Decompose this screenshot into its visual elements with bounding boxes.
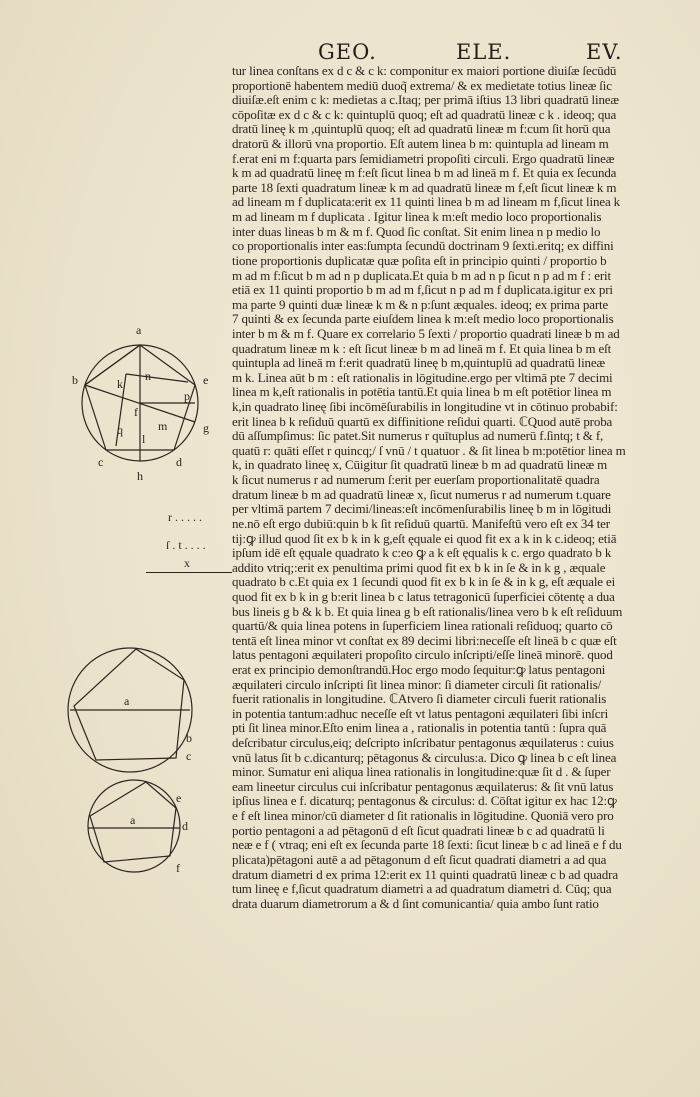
label-f3: f — [176, 861, 180, 875]
cross-line — [126, 374, 188, 382]
text-line: k, in quadrato lineę x, Cūigitur ſit quadratū lineæ b m ad quadratū lineæ m — [232, 458, 608, 473]
text-line: tentā eſt linea minor vt conſtat ex 89 decimi libri:neceſſe eſt lineā b c quæ eſt — [232, 633, 617, 648]
figure-pentagon-construction-svg — [68, 318, 228, 488]
text-line: vnū latus ſit b c.dicanturq; pētagonus & circulus:a. Dico ꝙ linea b c eſt linea — [232, 750, 617, 765]
text-line: portio pentagoni a ad pētagonū d eſt ſicut quadrati lineæ b c ad quadratū li — [232, 823, 605, 838]
text-line: quod fit ex b k in g b:erit linea b c latus tetragonicū ſuperficiei cōtentę a dua — [232, 589, 615, 604]
text-line: quatū r: quāti eſſet r quincq;/ ſ vnū / t quatuor . & ſit linea b m:potētior linea m — [232, 443, 626, 458]
text-line: eam lineetur circulus cui inſcribatur pentagonus æquilaterus: & ſit vnū latus — [232, 779, 614, 794]
figure-pentagon-construction — [68, 318, 228, 488]
text-line: ne.nō eſt ergo dubiū:quin b k ſit reſiduū quartū. Manifeſtū vero eſt ex 34 ter — [232, 516, 610, 531]
text-line: co proportionalis inter eas:ſumpta ſecundū doctrinam 9 ſexti.eritq; ex diffini — [232, 239, 614, 254]
text-line: drata duarum diametrorum a & d ſint comunicantia/ quia ambo ſunt ratio — [232, 896, 599, 911]
text-line: dū aſſumpſimus: ſic patet.Sit numerus r quītuplus ad numerū f.ſintq; t & f, — [232, 429, 604, 444]
label-a2: a — [124, 694, 130, 708]
label-c2: c — [186, 749, 192, 763]
text-line: m k. Linea aūt b m : eſt rationalis in lōgitudine.ergo per vltimā pte 7 decimi — [232, 370, 613, 385]
text-line: tur linea conſtans ex d c & c k: componitur ex maiori portione diuiſæ ſecūdū — [232, 64, 617, 78]
label-h: h — [137, 469, 143, 483]
text-line: tione proportionis duplicatæ quæ poſita eſt in principio quinti / proportio b — [232, 253, 607, 268]
header-right: EV. — [586, 40, 623, 64]
text-line: minor. Sumatur eni aliqua linea rationalis in longitudine:quæ ſit d . & ſuper — [232, 765, 611, 780]
text-line: ma parte 9 quinti duæ lineæ k m & n p:ſunt æquales. ideoq; ex prima parte — [232, 297, 609, 312]
edge-ab — [85, 345, 140, 385]
label-d3: d — [182, 819, 188, 833]
text-line: parte 18 ſexti quadratum lineæ k m ad quadratū lineæ m f,eſt ſicut lineæ k m — [232, 180, 617, 195]
label-g: g — [203, 421, 209, 435]
text-line: in potentia tantum:adhuc neceſſe eſt vt latus pentagoni æquilateri ſibi inſcri — [232, 706, 609, 721]
text-line: latus pentagoni æquilateri propoſito circulo inſcripti/eſſe lineā minorē. quod — [232, 648, 613, 663]
text-line: cōpoſitæ ex d c & c k: quintuplū quoq; eſt ad quadratū lineæ c k . ideoq; qua — [232, 107, 617, 122]
text-line: quintupla ad lineā m f:erit quadratū lineę b m,quintuplū ad quadratū lineæ — [232, 356, 606, 371]
text-line: f.erat eni m f:quarta pars ſemidiametri propoſiti circuli. Ergo quadratū lineæ — [232, 151, 615, 166]
text-line: pti ſit linea minor.Eſto enim linea a , rationalis in potentia tantū : ſupra quā — [232, 721, 607, 736]
label-e3: e — [176, 791, 182, 805]
header-center: ELE. — [456, 40, 512, 64]
margin-note-s-t: ſ . t . . . . — [166, 538, 206, 552]
label-d: d — [176, 455, 182, 469]
text-line: addito vtriq;:erit ex penultima primi quod fit ex b k in ſe & in k g , æquale — [232, 560, 606, 575]
text-line: quadrato b c.Et quia ex 1 ſecundi quod fit ex b k in ſe & in k g, eſt æquale ei — [232, 575, 616, 590]
text-line: æquilateri circulo inſcripti ſit linea minor: ſi diameter circuli ſit rationalis/ — [232, 677, 602, 692]
text-line: neæ e f ( vtraq; eni eſt ex ſecunda parte 18 ſexti: ſicut lineæ b c ad lineā e f du — [232, 838, 622, 853]
text-line: quadratum lineæ m k : eſt ſicut lineæ b m ad lineā m f. Et quia linea b m eſt — [232, 341, 612, 356]
text-line: ad lineam m f duplicata:erit ex 11 quinti linea b m ad lineam m f,ſicut linea k — [232, 195, 621, 210]
figure-circle-d — [86, 778, 196, 878]
text-line: erit linea b k reſiduū quartū ex diffinitione reſidui quarti. ℂQuod autē proba — [232, 414, 613, 429]
label-b2: b — [186, 731, 192, 745]
text-line: tum lineę e f,ſicut quadratum diametri a ad quadratum diametri d. Cūq; qua — [232, 882, 612, 897]
label-k: k — [117, 377, 123, 391]
label-a: a — [136, 323, 142, 337]
text-line: m ad lineam m f duplicata . Igitur linea k m:eſt medio loco proportionalis — [232, 210, 602, 225]
text-line: linea m k,eſt rationalis in potētia tantū.Et quia linea b m eſt potētior linea m — [232, 385, 612, 400]
text-line: k,in quadrato lineę ſibi incōmēſurabilis in longitudine vt in cōtinuo probabif: — [232, 400, 618, 415]
text-line: per vltimā partem 7 decimi/lineas:eſt incōmenſurabilis lineę b m in lōgitudi — [232, 502, 612, 517]
figure-circle-a — [66, 640, 206, 780]
margin-note-x: x — [184, 556, 190, 570]
text-line: etiā ex 11 quinti proportio b m ad m f,ſicut n p ad m f duplicata.igitur ex pri — [232, 283, 613, 298]
text-line: k ſicut numerus r ad numerum ſ:erit per euerſam proportionalitatē quadra — [232, 473, 600, 488]
figure-circle-a-svg — [66, 640, 206, 780]
text-line: ipſum idē eſt ęquale quadrato k c:eo ꝙ a k eſt ęqualis k c. ergo quadrato b k — [232, 546, 612, 561]
text-line: fuerit rationalis in longitudine. ℂAtvero ſi diameter circuli fuerit rationalis — [232, 692, 607, 707]
text-line: proportionē habentem mediū duoq̃ extrema/ & ex medietate totius lineæ ſic — [232, 78, 612, 93]
margin-note-r: r . . . . . — [168, 510, 202, 524]
header-left: GEO. — [318, 40, 377, 64]
text-line: dratū lineę k m ,quintuplū quoq; eſt ad quadratū lineæ m f:cum ſit horū qua — [232, 122, 611, 137]
text-line: 7 quinti & ex ſecunda parte eiuſdem linea k m:eſt medio loco proportionalis — [232, 312, 614, 327]
label-c: c — [98, 455, 104, 469]
text-line: dratorū & illorū vna proportio. Eſt autem linea b m: quintupla ad lineam m — [232, 137, 609, 152]
text-line: quartū/& quia linea potens in ſuperficiem linea rationali reſiduoq; quarto cō — [232, 619, 613, 634]
text-line: erat ex principio demonſtrandū.Hoc ergo modo ſequitur:ꝙ latus pentagoni — [232, 662, 606, 677]
text-line: k m ad quadratū lineę m f:eſt ſicut linea b m ad lineā m f. Et quia ex ſecunda — [232, 166, 617, 181]
body-text — [232, 64, 660, 911]
label-f: f — [134, 405, 138, 419]
label-p: p — [184, 389, 190, 403]
text-line: ipſius linea e f. dicaturq; pentagonus & circulus: d. Cōſtat igitur ex hac 12:ꝙ — [232, 794, 617, 809]
label-e: e — [203, 373, 209, 387]
segment-x-line — [146, 572, 232, 573]
label-l: l — [142, 432, 146, 446]
label-n: n — [145, 369, 151, 383]
text-line: plicata)pētagoni autē a ad pētagonum d eſt ſicut quadrati diametri a ad qua — [232, 852, 607, 867]
text-line: dratum diametri d ex prima 12:erit ex 11 quinti quadratū lineæ c b ad quadra — [232, 867, 618, 882]
text-line: m ad m f:ſicut b m ad n p duplicata.Et quia b m ad n p ſicut n p ad m f : erit — [232, 268, 611, 283]
text-line: diuiſæ.eſt enim c k: medietas a c.Itaq; per primā iſtius 13 libri quadratū lineæ — [232, 93, 619, 108]
text-line: inter b m & m f. Quare ex correlario 5 ſexti / proportio quadrati lineæ b m ad — [232, 326, 620, 341]
label-q: q — [117, 423, 123, 437]
text-line: e f eſt linea minor/cū diameter d ſit rationalis in lōgitudine. Quoniā vero pro — [232, 809, 614, 824]
text-line: bus lineis g b & k b. Et quia linea g b eſt rationalis/linea vero b k eſt reſiduum — [232, 604, 623, 619]
text-line: tij:ꝙ illud quod ſit ex b k in k g,eſt ęquale ei quod fit ex a k in k c.ideoq; etiā — [232, 531, 617, 546]
text-line: deſcribatur circulus,eiq; deſcripto inſcribatur pentagonus æquilaterus : cuius — [232, 736, 614, 751]
text-line: dratum lineæ b m ad quadratū lineæ x, ſicut numerus r ad numerum t.quare — [232, 487, 611, 502]
label-b: b — [72, 373, 78, 387]
label-a3: a — [130, 813, 136, 827]
figure-circle-d-svg — [86, 778, 196, 878]
text-line: inter duas lineas b m & m f. Quod ſic conſtat. Sit enim linea n p medio lo — [232, 224, 601, 239]
label-m: m — [158, 419, 168, 433]
